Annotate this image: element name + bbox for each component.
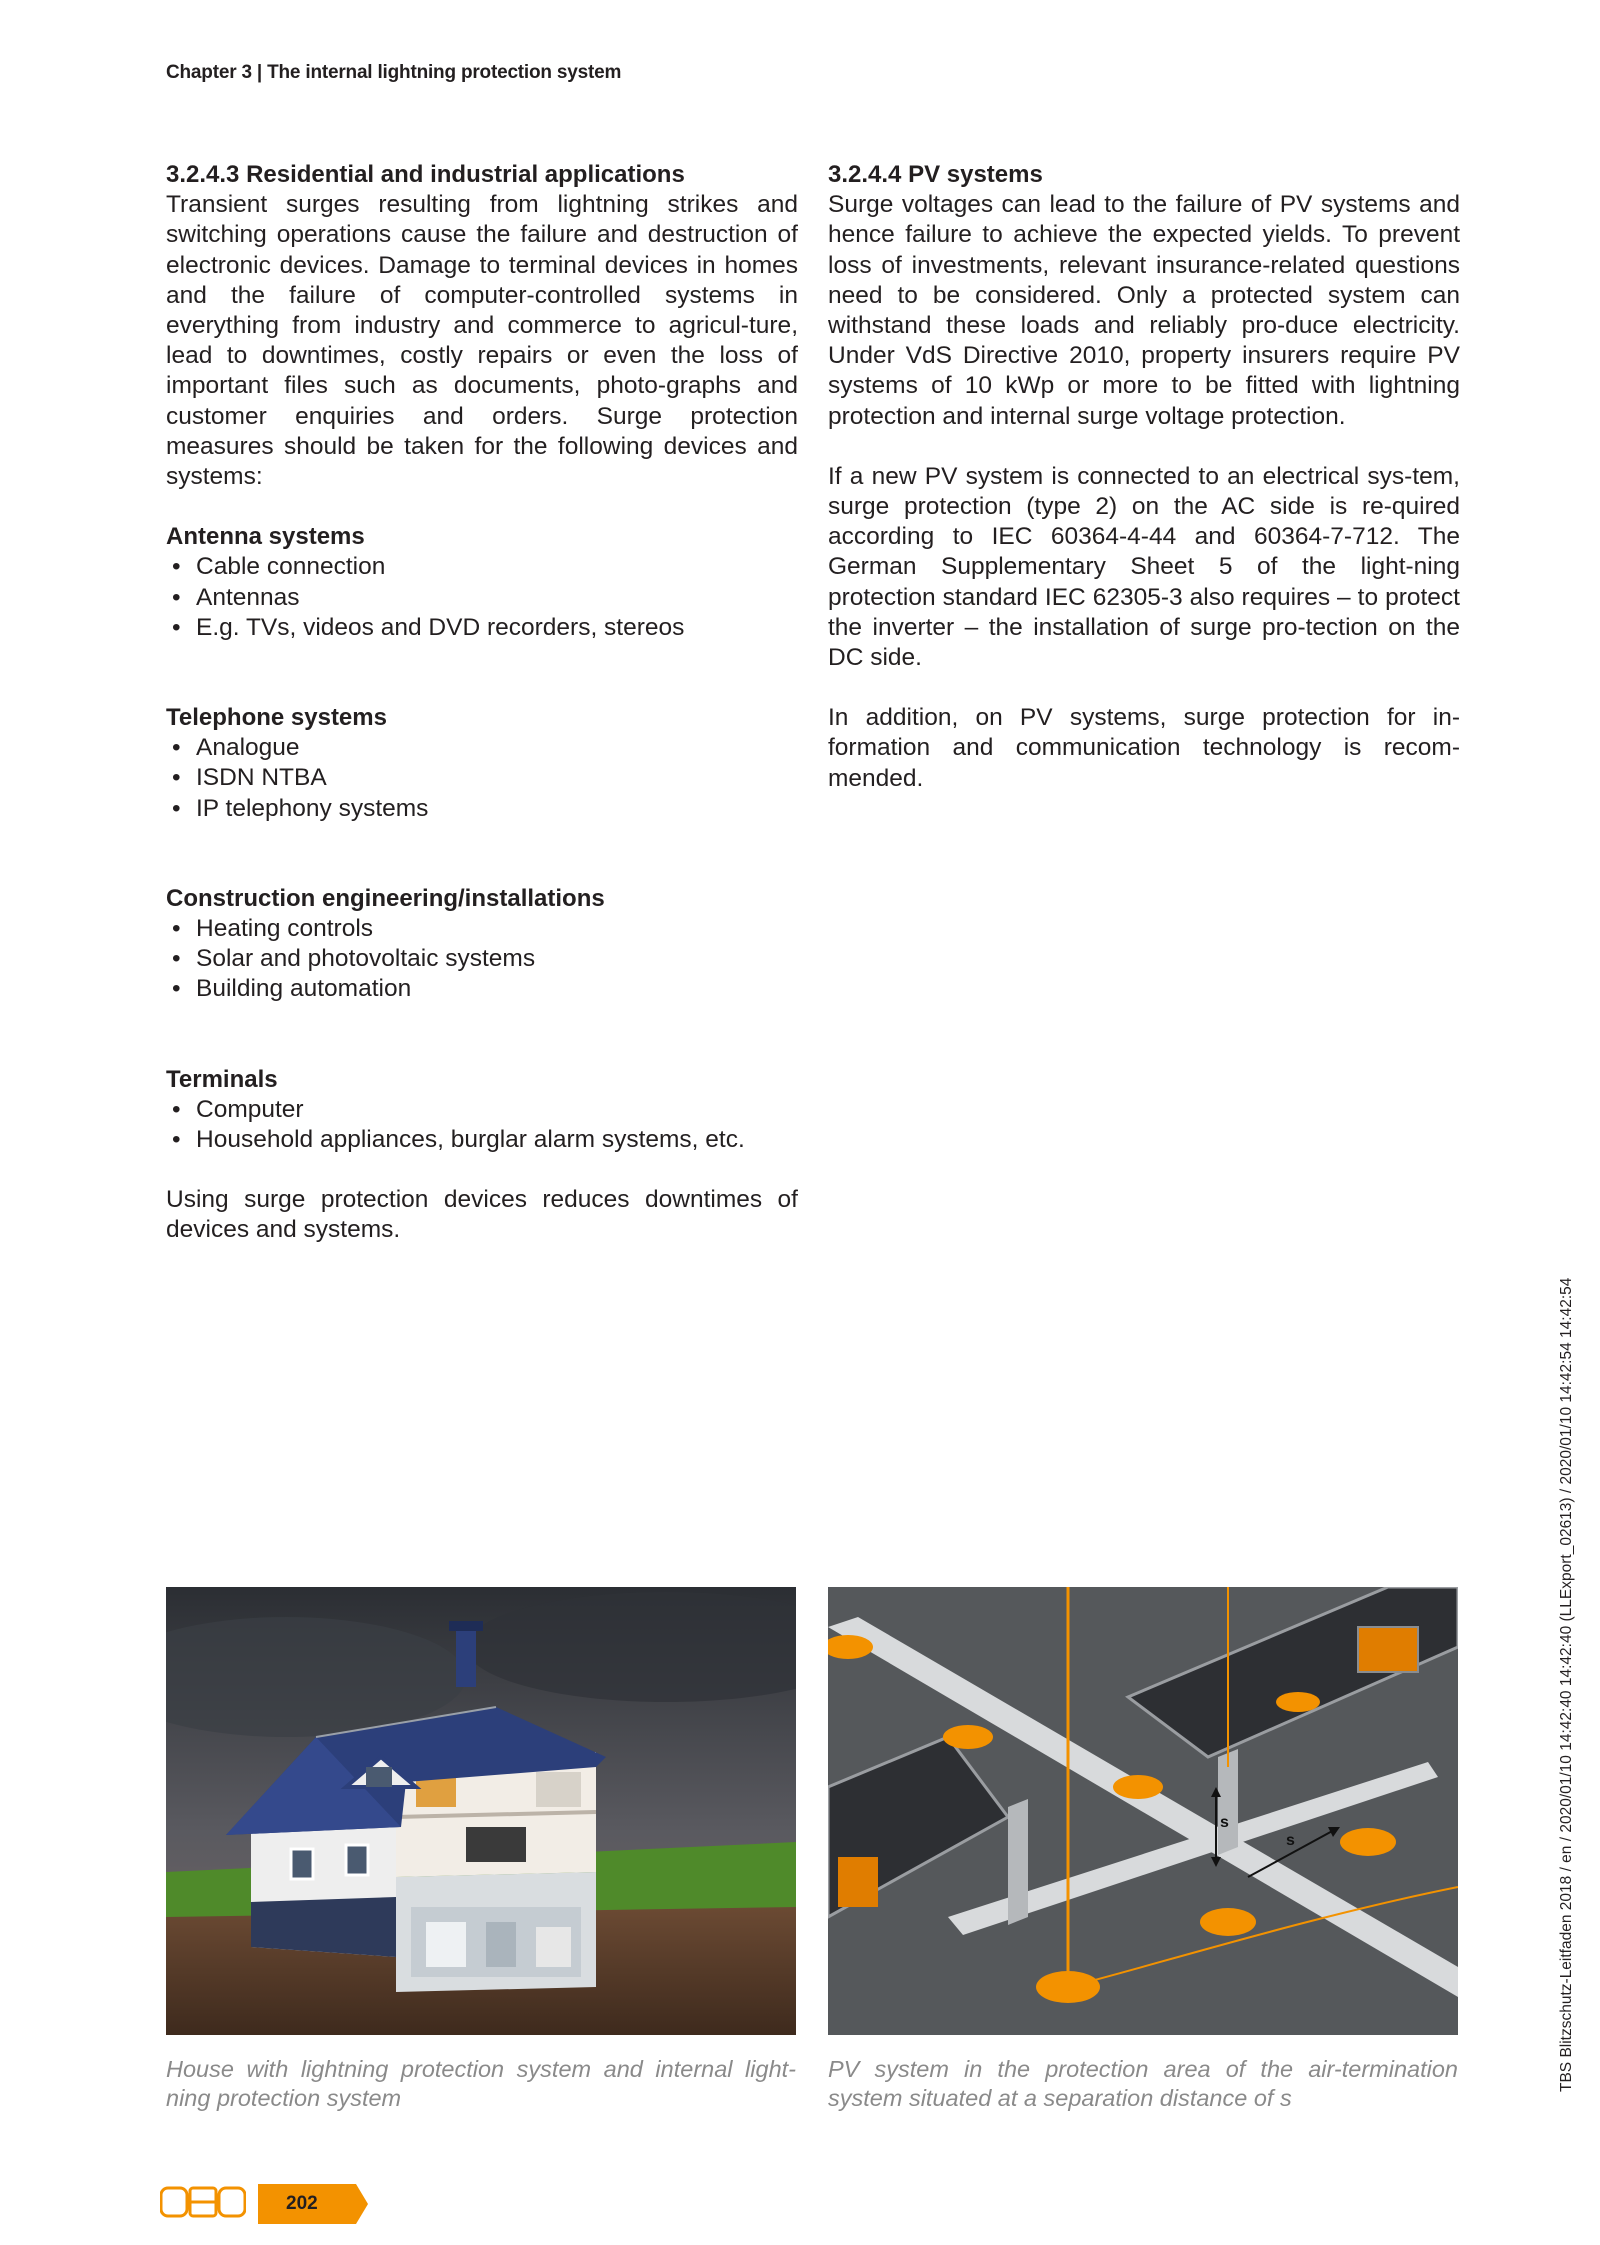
pv-system-illustration [828, 1587, 1458, 2035]
pv-paragraph-2: If a new PV system is connected to an electrical sys-tem, surge protection (type 2) on the AC side is re-quired according to IEC 60364-4-44 and 60364-7-712. The German Supplementary Sheet 5 of the light-ning protection standard IEC 62305-3 also requires – to protect the inverter – the installation of surge pro-tection on the DC side. [828, 462, 1460, 672]
page-number-tab [258, 2184, 368, 2224]
figure-caption-house: House with lightning protection system and internal light-ning protection system [166, 2056, 796, 2111]
house-illustration [166, 1587, 796, 2035]
list-item: • E.g. TVs, videos and DVD recorders, stereos [166, 613, 798, 643]
group-title-telephone: Telephone systems [166, 704, 387, 732]
list-item: • Heating controls [166, 914, 798, 944]
group-title-terminals: Terminals [166, 1065, 278, 1093]
list-item: • Solar and photovoltaic systems [166, 944, 798, 974]
list-item: • Computer [166, 1095, 798, 1125]
pv-paragraph-3: In addition, on PV systems, surge protection for in-formation and communication technology is recom-mended. [828, 704, 1460, 792]
group-title-construction: Construction engineering/installations [166, 884, 605, 912]
obo-logo [160, 2186, 246, 2218]
list-item: • Analogue [166, 733, 798, 763]
page-number: 202 [286, 2193, 318, 2214]
separation-label-s1: s [1220, 1814, 1229, 1831]
list-item: • Household appliances, burglar alarm systems, etc. [166, 1125, 798, 1155]
list-item: • Antennas [166, 583, 798, 613]
section-heading-pv: 3.2.4.4 PV systems [828, 161, 1043, 188]
pv-paragraph-1: Surge voltages can lead to the failure of PV systems and hence failure to achieve the expected yields. To prevent loss of investments, relevant insurance-related questions need to be considered. Only a protected system can withstand these loads and reliably pro-duce electricity. Under VdS Directive 2010, property insurers require PV systems of 10 kWp or more to be fitted with lightning protection and internal surge voltage protection. [828, 191, 1460, 430]
antenna-list [166, 552, 798, 643]
closing-paragraph: Using surge protection devices reduces downtimes of devices and systems. [166, 1186, 798, 1244]
list-item: • Cable connection [166, 552, 798, 582]
list-item: • IP telephony systems [166, 794, 798, 824]
construction-list [166, 914, 798, 1005]
figure-caption-pv: PV system in the protection area of the air-termination system situated at a separation distance of s [828, 2056, 1458, 2111]
terminals-list [166, 1095, 798, 1155]
chapter-header: Chapter 3 | The internal lightning protection system [166, 62, 622, 83]
right-column [828, 160, 1460, 794]
telephone-list [166, 733, 798, 824]
separation-label-s2: s [1286, 1832, 1295, 1849]
group-title-antenna: Antenna systems [166, 523, 365, 551]
residential-intro-paragraph: Transient surges resulting from lightning strikes and switching operations cause the failure and destruction of electronic devices. Damage to terminal devices in homes and the failure of computer-controlled systems in everything from industry and commerce to agricul-ture, lead to downtimes, costly repairs or even the loss of important files such as documents, photo-graphs and customer enquiries and orders. Surge protection measures should be taken for the following devices and systems: [166, 191, 798, 491]
list-item: • ISDN NTBA [166, 763, 798, 793]
list-item: • Building automation [166, 974, 798, 1004]
left-column [166, 160, 798, 1246]
section-heading-residential: 3.2.4.3 Residential and industrial applications [166, 161, 685, 188]
print-metadata-sidebar: TBS Blitzschutz-Leitfaden 2018 / en / 2020/01/10 14:42:40 14:42:40 (LLExport_02613) / 2020/01/10 14:42:54 14:42:54 [1558, 1277, 1575, 2092]
